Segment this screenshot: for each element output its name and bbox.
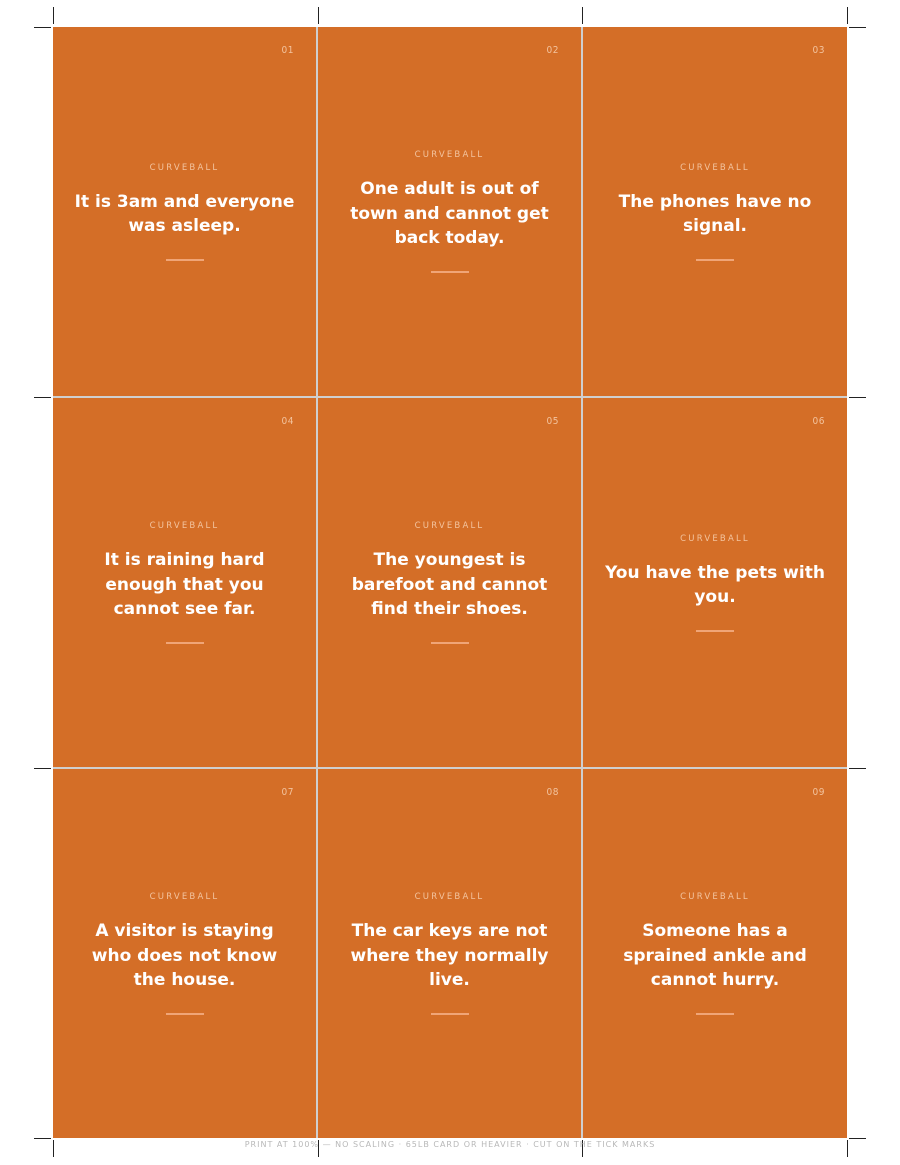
card-number: 06 — [812, 416, 825, 427]
card-text: The youngest is barefoot and cannot find their shoes. — [351, 550, 548, 620]
card-number: 04 — [281, 416, 294, 427]
card-divider — [696, 259, 734, 261]
card-kicker: CURVEBALL — [414, 892, 485, 903]
card-number: 05 — [546, 416, 559, 427]
card-number: 09 — [812, 787, 825, 798]
crop-mark — [34, 397, 51, 398]
card-body — [603, 398, 827, 767]
card-divider — [431, 1013, 469, 1015]
card-text: The car keys are not where they normally live. — [350, 921, 549, 991]
card-kicker: CURVEBALL — [149, 162, 220, 173]
card-text: The phones have no signal. — [618, 191, 812, 236]
curveball-card — [318, 769, 581, 1138]
card-number: 03 — [812, 45, 825, 56]
card-number: 07 — [281, 787, 294, 798]
card-body — [603, 27, 827, 396]
card-text: A visitor is staying who does not know the house. — [91, 921, 278, 991]
crop-mark — [582, 7, 583, 24]
card-text: It is raining hard enough that you cannot see far. — [104, 550, 265, 620]
card-body — [603, 769, 827, 1138]
card-body — [338, 27, 561, 396]
card-text: One adult is out of town and cannot get back today. — [350, 179, 549, 249]
card-body — [338, 769, 561, 1138]
curveball-card — [53, 769, 316, 1138]
card-divider — [166, 259, 204, 261]
card-grid — [53, 27, 847, 1138]
card-kicker: CURVEBALL — [149, 521, 220, 532]
print-instructions: PRINT AT 100% — NO SCALING · 65LB CARD OR HEAVIER · CUT ON THE TICK MARKS — [244, 1140, 656, 1149]
curveball-card — [53, 27, 316, 396]
card-kicker: CURVEBALL — [680, 162, 750, 173]
card-body — [73, 27, 296, 396]
card-text: It is 3am and everyone was asleep. — [74, 191, 295, 236]
curveball-card — [583, 27, 847, 396]
card-kicker: CURVEBALL — [680, 533, 750, 544]
crop-mark — [34, 27, 51, 28]
card-text: You have the pets with you. — [605, 562, 825, 607]
card-body — [73, 398, 296, 767]
card-body — [73, 769, 296, 1138]
card-kicker: CURVEBALL — [680, 892, 750, 903]
curveball-card — [53, 398, 316, 767]
card-divider — [431, 271, 469, 273]
card-divider — [166, 1013, 204, 1015]
card-divider — [696, 1013, 734, 1015]
card-number: 01 — [281, 45, 294, 56]
crop-mark — [847, 7, 848, 24]
crop-mark — [34, 1138, 51, 1139]
curveball-card — [318, 398, 581, 767]
curveball-card — [583, 398, 847, 767]
crop-mark — [849, 27, 866, 28]
curveball-card — [318, 27, 581, 396]
card-sheet — [53, 27, 847, 1138]
card-kicker: CURVEBALL — [414, 521, 485, 532]
card-kicker: CURVEBALL — [414, 150, 485, 161]
card-number: 08 — [546, 787, 559, 798]
card-divider — [431, 642, 469, 644]
card-body — [338, 398, 561, 767]
crop-mark — [849, 1138, 866, 1139]
card-kicker: CURVEBALL — [149, 892, 220, 903]
curveball-card — [583, 769, 847, 1138]
card-number: 02 — [546, 45, 559, 56]
crop-mark — [34, 768, 51, 769]
crop-mark — [849, 768, 866, 769]
card-divider — [166, 642, 204, 644]
card-text: Someone has a sprained ankle and cannot hurry. — [623, 921, 807, 991]
crop-mark — [318, 7, 319, 24]
crop-mark — [53, 7, 54, 24]
crop-mark — [849, 397, 866, 398]
card-divider — [696, 630, 734, 632]
